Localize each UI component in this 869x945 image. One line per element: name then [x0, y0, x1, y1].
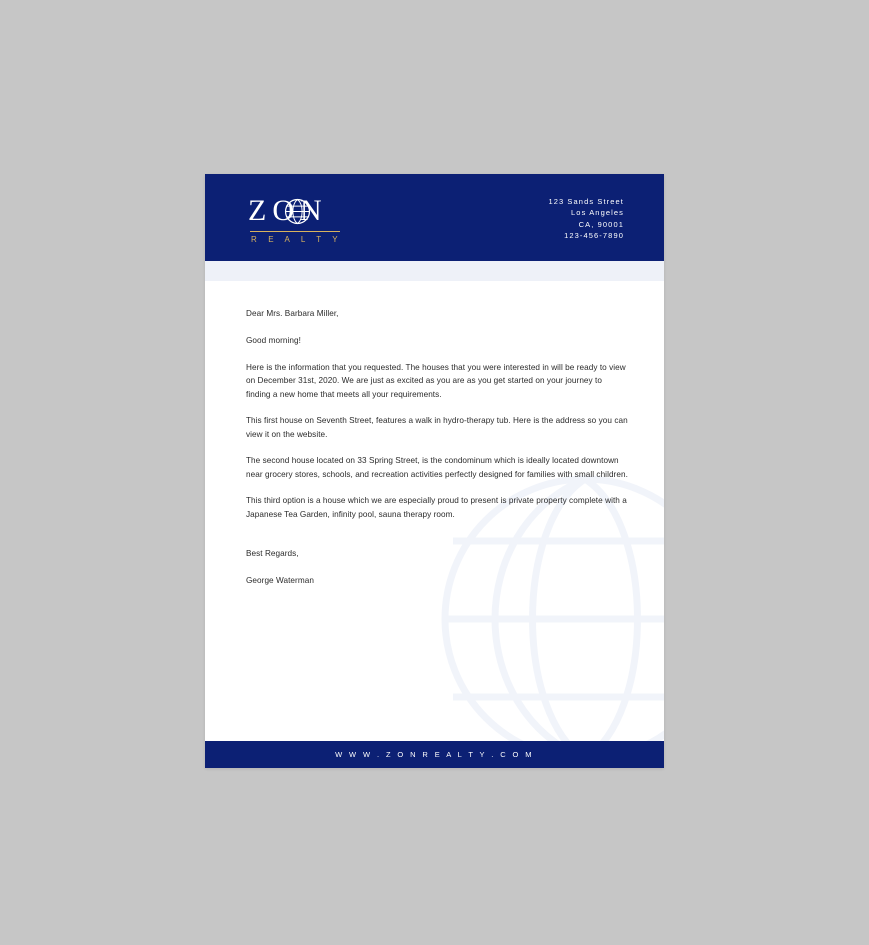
address-line-state-zip: CA, 90001 — [578, 219, 624, 229]
address-line-street: 123 Sands Street — [548, 197, 624, 206]
letter-paragraph-1: Here is the information that you requested. The houses that you were interested in will be ready to view on December 31st, 2020. We are just as excited as you are as you get started on your journey to finding a new home that meets all your requirements. — [246, 362, 626, 399]
document-footer — [205, 741, 664, 768]
letter-signature: George Waterman — [246, 576, 314, 586]
brand-divider-rule — [250, 231, 340, 232]
letter-salutation: Dear Mrs. Barbara Miller, — [246, 309, 339, 318]
letter-closing: Best Regards, — [246, 549, 299, 559]
letter-paragraph-2: This first house on Seventh Street, features a walk in hydro-therapy tub. Here is the address so you can view it on the website. — [246, 416, 628, 439]
brand-wordmark — [246, 196, 416, 228]
letter-greeting: Good morning! — [246, 336, 301, 345]
header-address-block — [548, 196, 624, 241]
letterhead-document — [205, 174, 664, 768]
document-header — [205, 174, 664, 261]
brand-subtitle: R E A L T Y — [251, 235, 343, 244]
address-line-city: Los Angeles — [571, 208, 624, 218]
letter-paragraph-4: This third option is a house which we are especially proud to present is private property complete with a Japanese Tea Garden, infinity pool, sauna therapy room. — [246, 496, 627, 519]
globe-icon — [284, 198, 311, 225]
footer-website: W W W . Z O N R E A L T Y . C O M — [335, 750, 534, 759]
letter-paragraph-3: The second house located on 33 Spring Street, is the condominum which is ideally located downtown near grocery stores, schools, and recreation activities perfectly designed for families with small children. — [246, 456, 628, 479]
brand-logo — [246, 196, 416, 244]
header-accent-band — [205, 261, 664, 281]
letter-body — [246, 307, 628, 601]
address-line-phone: 123-456-7890 — [564, 230, 624, 240]
brand-wordmark-text: ZON — [248, 194, 328, 227]
